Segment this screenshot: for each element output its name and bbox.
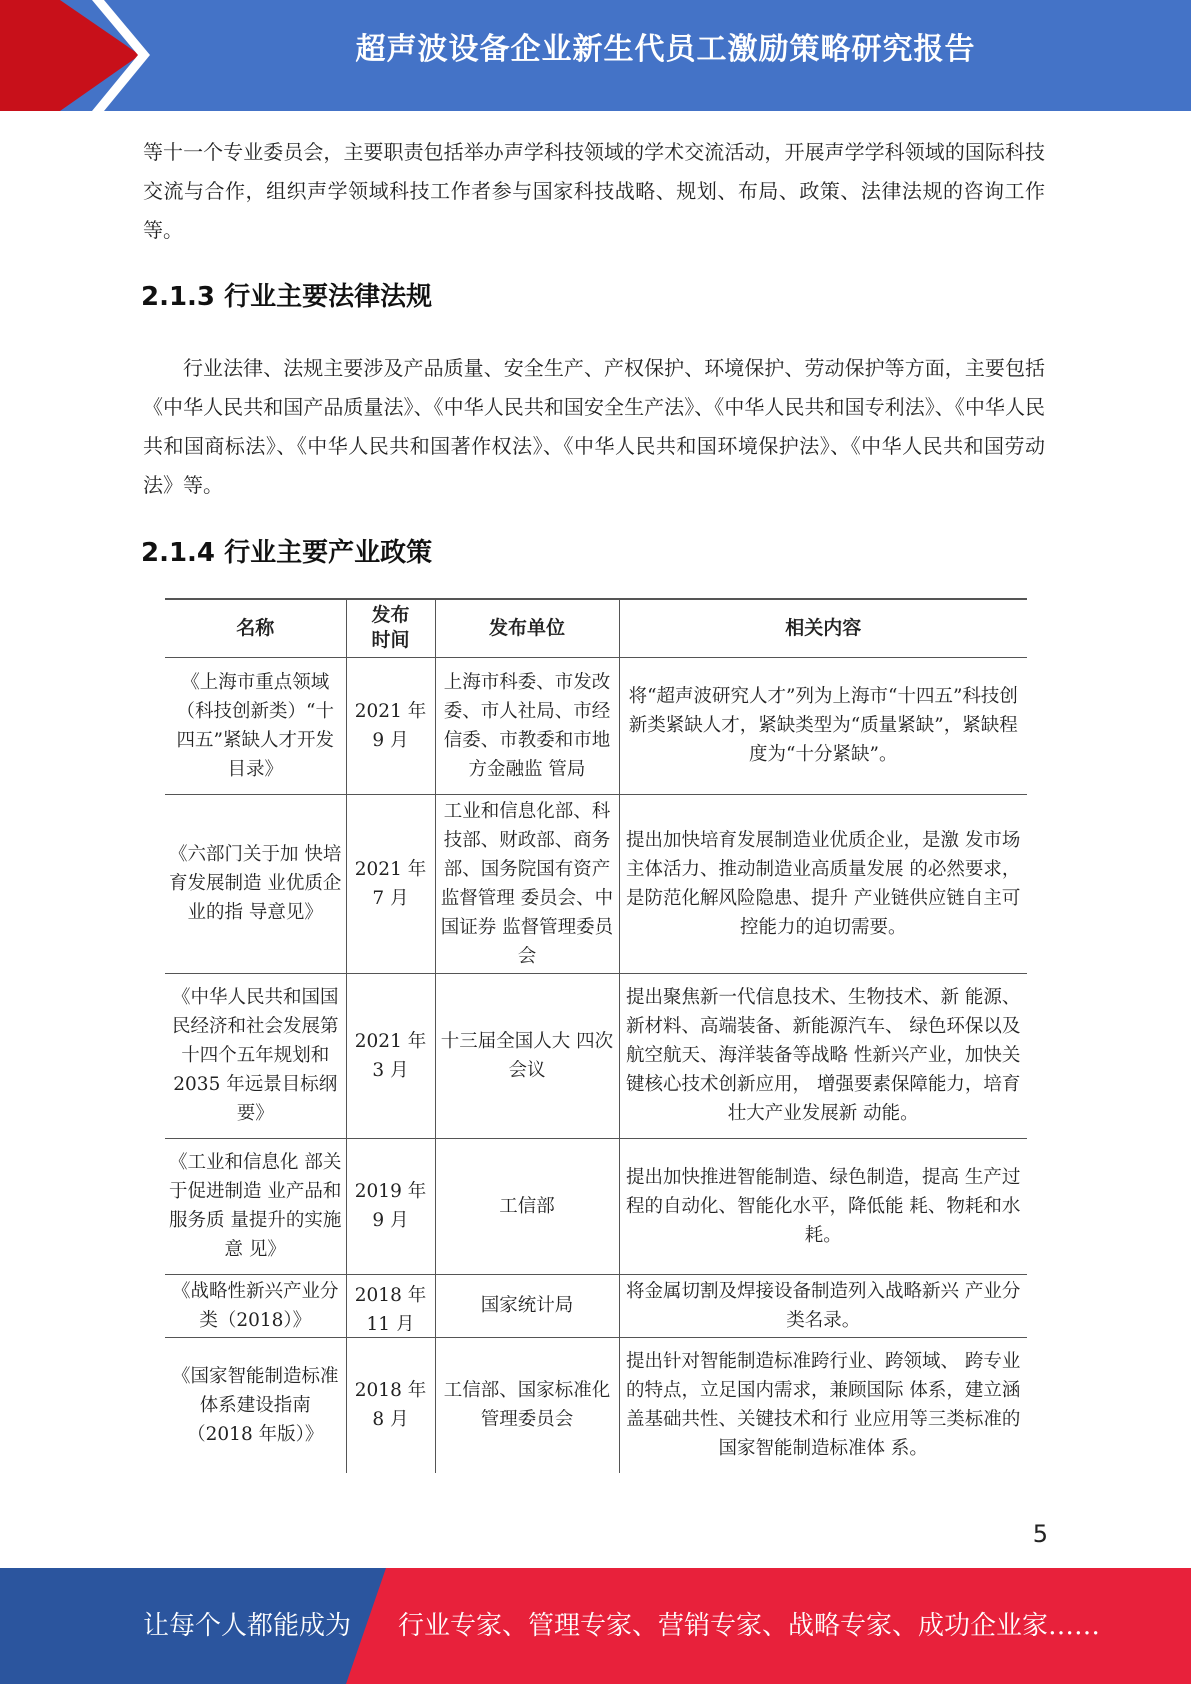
footer-slogan-left: 让每个人都能成为 xyxy=(143,1611,352,1641)
cell-org: 十三届全国人大 四次会议 xyxy=(435,973,619,1138)
cell-org: 工信部、国家标准化管理委员会 xyxy=(435,1337,619,1473)
page-header xyxy=(0,0,1191,111)
cell-date: 2019 年 9 月 xyxy=(346,1138,435,1274)
paragraph-laws: 行业法律、法规主要涉及产品质量、安全生产、产权保护、环境保护、劳动保护等方面，主要包括《中华人民共和国产品质量法》、《中华人民共和国安全生产法》、《中华人民共和国专利法》、《中华人民共和国商标法》、《中华人民共和国著作权法》、《中华人民共和国环境保护法》、《中华人民共和国劳动法》等。 xyxy=(143,356,1045,497)
paragraph-committees: 等十一个专业委员会，主要职责包括举办声学科技领域的学术交流活动，开展声学学科领域的国际科技交流与合作，组织声学领域科技工作者参与国家科技战略、规划、布局、政策、法律法规的咨询工作等。 xyxy=(143,140,1045,242)
cell-name: 《工业和信息化 部关于促进制造 业产品和服务质 量提升的实施意 见》 xyxy=(165,1138,346,1274)
table-row xyxy=(165,1274,1027,1337)
cell-name: 《上海市重点领域（科技创新类）“十四五”紧缺人才开发目录》 xyxy=(165,657,346,794)
cell-date: 2021 年 9 月 xyxy=(346,657,435,794)
cell-org: 工信部 xyxy=(435,1138,619,1274)
table-row xyxy=(165,794,1027,973)
cell-content: 将金属切割及焊接设备制造列入战略新兴 产业分类名录。 xyxy=(619,1274,1027,1337)
header-org: 发布单位 xyxy=(435,599,619,657)
footer-slogan-right: 行业专家、管理专家、营销专家、战略专家、成功企业家…… xyxy=(398,1611,1101,1641)
cell-name: 《中华人民共和国国民经济和社会发展第十四个五年规划和 2035 年远景目标纲 要》 xyxy=(165,973,346,1138)
table-row xyxy=(165,1138,1027,1274)
cell-content: 提出针对智能制造标准跨行业、跨领域、 跨专业的特点，立足国内需求，兼顾国际 体系，建立涵盖基础共性、关键技术和行 业应用等三类标准的国家智能制造标准体 系。 xyxy=(619,1337,1027,1473)
cell-org: 工业和信息化部、科技部、财政部、商务部、国务院国有资产监督管理 委员会、中国证券 监督管理委员会 xyxy=(435,794,619,973)
cell-org: 国家统计局 xyxy=(435,1274,619,1337)
page-number: 5 xyxy=(1032,1520,1048,1548)
header-content: 相关内容 xyxy=(619,599,1027,657)
cell-name: 《六部门关于加 快培育发展制造 业优质企业的指 导意见》 xyxy=(165,794,346,973)
cell-content: 将“超声波研究人才”列为上海市“十四五”科技创新类紧缺人才，紧缺类型为“质量紧缺”，紧缺程度为“十分紧缺”。 xyxy=(619,657,1027,794)
table-row xyxy=(165,973,1027,1138)
policy-table xyxy=(165,598,1027,1473)
header-name: 名称 xyxy=(165,599,346,657)
cell-date: 2021 年 7 月 xyxy=(346,794,435,973)
section-heading-laws: 2.1.3 行业主要法律法规 xyxy=(141,282,433,312)
cell-date: 2018 年 11 月 xyxy=(346,1274,435,1337)
section-heading-policies: 2.1.4 行业主要产业政策 xyxy=(141,538,433,568)
cell-date: 2018 年 8 月 xyxy=(346,1337,435,1473)
cell-date: 2021 年 3 月 xyxy=(346,973,435,1138)
header-title: 超声波设备企业新生代员工激励策略研究报告 xyxy=(355,32,976,67)
cell-content: 提出聚焦新一代信息技术、生物技术、新 能源、新材料、高端装备、新能源汽车、 绿色环保以及航空航天、海洋装备等战略 性新兴产业，加快关键核心技术创新应用， 增强要素保障能力，培育壮大产业发展新 动能。 xyxy=(619,973,1027,1138)
cell-org: 上海市科委、市发改委、市人社局、市经信委、市教委和市地方金融监 管局 xyxy=(435,657,619,794)
table-row xyxy=(165,657,1027,794)
cell-content: 提出加快推进智能制造、绿色制造，提高 生产过程的自动化、智能化水平，降低能 耗、物耗和水耗。 xyxy=(619,1138,1027,1274)
cell-name: 《战略性新兴产业分类（2018）》 xyxy=(165,1274,346,1337)
table-row xyxy=(165,1337,1027,1473)
cell-content: 提出加快培育发展制造业优质企业，是激 发市场主体活力、推动制造业高质量发展 的必然要求，是防范化解风险隐患、提升 产业链供应链自主可控能力的迫切需要。 xyxy=(619,794,1027,973)
page-footer xyxy=(0,1568,1191,1684)
table-header-row xyxy=(165,599,1027,657)
cell-name: 《国家智能制造标准体系建设指南（2018 年版）》 xyxy=(165,1337,346,1473)
header-date: 发布时间 xyxy=(346,599,435,657)
